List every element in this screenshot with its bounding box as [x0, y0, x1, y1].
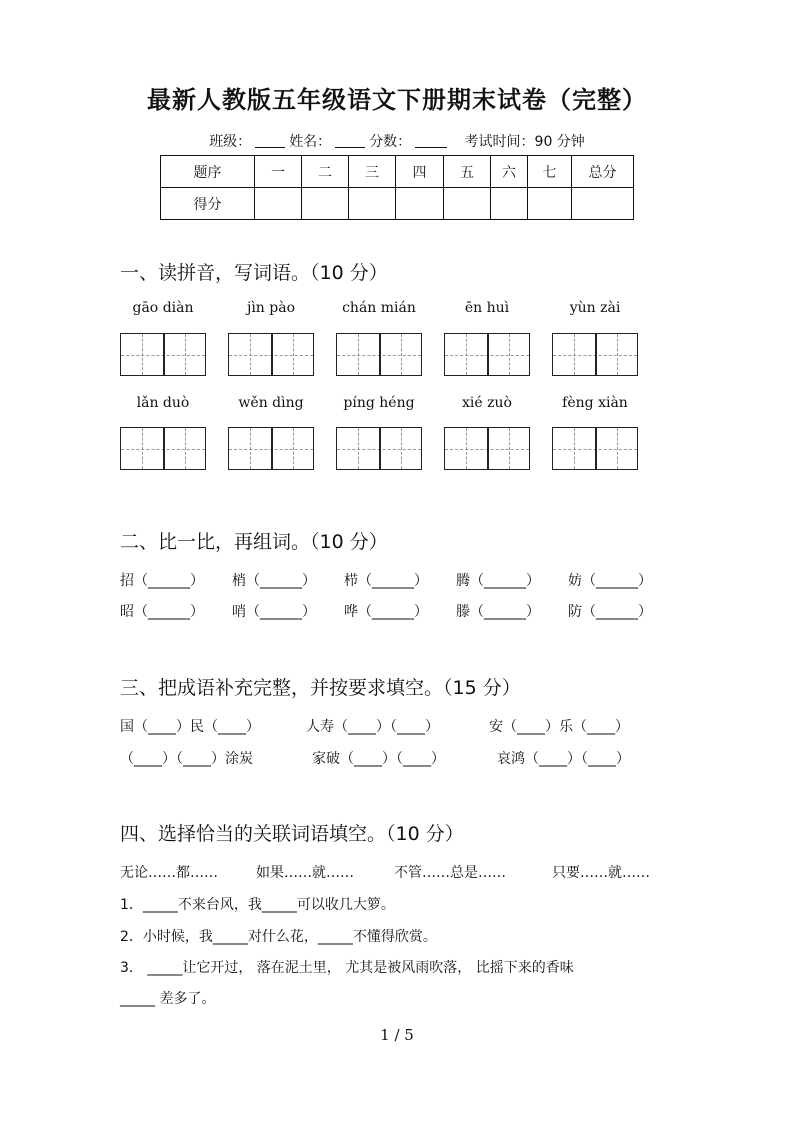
score-header-cell: 一	[255, 156, 302, 188]
score-cell[interactable]	[572, 188, 634, 220]
compare-item[interactable]: 昭（______）	[120, 604, 204, 620]
compare-item[interactable]: 滕（______）	[456, 604, 540, 620]
pinyin-label: xié zuò	[462, 395, 512, 411]
score-cell[interactable]	[302, 188, 349, 220]
score-table-header-row	[161, 156, 634, 188]
score-blank[interactable]	[415, 133, 447, 148]
writing-grid[interactable]	[336, 427, 422, 470]
page-number: 1 / 5	[380, 1026, 414, 1044]
score-cell[interactable]	[528, 188, 572, 220]
writing-grid[interactable]	[444, 427, 530, 470]
exam-info-line	[0, 131, 794, 151]
idiom-item[interactable]: 国（____）民（____）	[120, 719, 260, 735]
pinyin-label: chán mián	[342, 300, 416, 316]
pinyin-label: lǎn duò	[136, 395, 190, 411]
conjunction-option: 只要……就……	[552, 865, 650, 881]
question-item-continued[interactable]: _____ 差多了。	[120, 991, 216, 1007]
idiom-item[interactable]: 安（____）乐（____）	[489, 719, 629, 735]
pinyin-label: ēn huì	[464, 300, 510, 316]
writing-grid[interactable]	[120, 333, 206, 376]
section-2-heading: 二、比一比，再组词。（10 分）	[120, 531, 388, 553]
score-header-cell: 四	[396, 156, 444, 188]
writing-grid[interactable]	[336, 333, 422, 376]
pinyin-label: fèng xiàn	[562, 395, 628, 411]
compare-item[interactable]: 招（______）	[120, 573, 204, 589]
pinyin-label: gāo diàn	[132, 300, 194, 316]
score-header-cell: 总分	[572, 156, 634, 188]
score-header-cell: 七	[528, 156, 572, 188]
score-cell[interactable]	[255, 188, 302, 220]
score-cell[interactable]	[444, 188, 491, 220]
score-header-cell: 三	[349, 156, 396, 188]
idiom-item[interactable]: 人寿（____）（____）	[306, 719, 439, 735]
compare-item[interactable]: 妨（______）	[568, 573, 652, 589]
idiom-item[interactable]: 家破（____）（____）	[312, 751, 445, 767]
section-4-heading: 四、选择恰当的关联词语填空。（10 分）	[120, 823, 464, 845]
writing-grid[interactable]	[120, 427, 206, 470]
score-cell[interactable]	[491, 188, 528, 220]
writing-grid[interactable]	[228, 427, 314, 470]
score-label: 分数：	[369, 134, 412, 150]
page-title: 最新人教版五年级语文下册期末试卷（完整）	[147, 85, 647, 114]
compare-item[interactable]: 梢（______）	[232, 573, 316, 589]
conjunction-option: 如果……就……	[256, 865, 354, 881]
writing-grid[interactable]	[444, 333, 530, 376]
question-item[interactable]: 2．小时候，我_____对什么花，_____不懂得欣赏。	[120, 929, 437, 945]
class-label: 班级：	[209, 134, 252, 150]
conjunction-option: 不管……总是……	[394, 865, 506, 881]
compare-item[interactable]: 哨（______）	[232, 604, 316, 620]
idiom-item[interactable]: 哀鸿（____）（____）	[497, 751, 630, 767]
score-cell[interactable]	[396, 188, 444, 220]
conjunction-option: 无论……都……	[120, 865, 218, 881]
class-blank[interactable]	[255, 133, 285, 148]
pinyin-label: píng héng	[343, 395, 415, 411]
score-table-score-row	[161, 188, 634, 220]
name-blank[interactable]	[335, 133, 365, 148]
compare-item[interactable]: 栉（______）	[344, 573, 428, 589]
section-1-heading: 一、读拼音，写词语。（10 分）	[120, 262, 388, 284]
score-cell[interactable]	[349, 188, 396, 220]
score-header-cell: 题序	[161, 156, 255, 188]
section-3-heading: 三、把成语补充完整，并按要求填空。（15 分）	[120, 677, 521, 699]
writing-grid[interactable]	[228, 333, 314, 376]
pinyin-label: wěn dìng	[238, 395, 304, 411]
compare-item[interactable]: 腾（______）	[456, 573, 540, 589]
exam-time: 考试时间：90 分钟	[464, 134, 585, 150]
score-header-cell: 六	[491, 156, 528, 188]
writing-grid[interactable]	[552, 333, 638, 376]
compare-item[interactable]: 防（______）	[568, 604, 652, 620]
score-header-cell: 二	[302, 156, 349, 188]
score-row-label: 得分	[161, 188, 255, 220]
pinyin-label: yùn zài	[569, 300, 621, 316]
compare-item[interactable]: 哗（______）	[344, 604, 428, 620]
score-table	[160, 155, 634, 220]
question-item[interactable]: 3． _____让它开过， 落在泥土里， 尤其是被风雨吹落， 比摇下来的香味	[120, 960, 574, 976]
idiom-item[interactable]: （____）（____）涂炭	[120, 751, 253, 767]
name-label: 姓名：	[289, 134, 332, 150]
score-header-cell: 五	[444, 156, 491, 188]
writing-grid[interactable]	[552, 427, 638, 470]
pinyin-label: jìn pào	[246, 300, 296, 316]
question-item[interactable]: 1．_____不来台风，我_____可以收几大箩。	[120, 897, 395, 913]
